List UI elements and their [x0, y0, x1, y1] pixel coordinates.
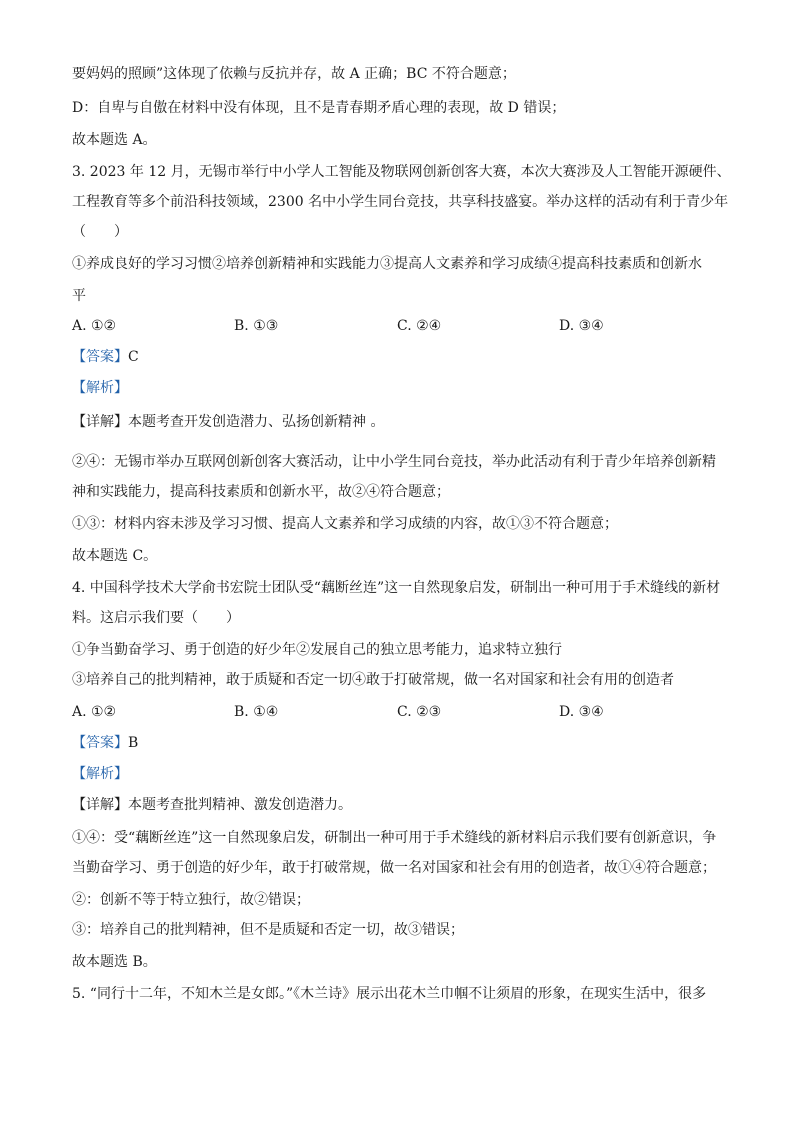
- answer-value: B: [128, 735, 139, 751]
- explanation-line: ①③：材料内容未涉及学习习惯、提高人文素养和学习成绩的内容，故①③不符合题意；: [72, 516, 618, 532]
- question-4-options: [72, 702, 732, 722]
- detail-text: 本题考查批判精神、激发创造潜力。: [128, 797, 352, 813]
- question-4-items: ③培养自己的批判精神，敢于质疑和否定一切④敢于打破常规，做一名对国家和社会有用的创造者: [72, 672, 674, 688]
- question-3-items: ①养成良好的学习习惯②培养创新精神和实践能力③提高人文素养和学习成绩④提高科技素质和创新水: [72, 256, 702, 272]
- conclusion-line: 故本题选 C。: [72, 548, 158, 564]
- answer-value: C: [128, 349, 139, 365]
- answer-line: [72, 733, 732, 753]
- text-line: D：自卑与自傲在材料中没有体现，且不是青春期矛盾心理的表现，故 D 错误；: [72, 100, 566, 116]
- question-4-items: ①争当勤奋学习、勇于创造的好少年②发展自己的独立思考能力，追求特立独行: [72, 642, 562, 658]
- option-b: B. ①④: [234, 704, 279, 720]
- option-c: C. ②④: [397, 318, 442, 334]
- detail-line: [72, 412, 732, 432]
- explanation-line: ②④：无锡市举办互联网创新创客大赛活动，让中小学生同台竞技，举办此活动有利于青少年培养创新精: [72, 454, 716, 470]
- question-3-options: [72, 316, 732, 336]
- analysis-line: [72, 378, 732, 398]
- question-3-stem: 3. 2023 年 12 月，无锡市举行中小学人工智能及物联网创新创客大赛，本次大赛涉及人工智能开源硬件、: [72, 164, 731, 180]
- question-3-stem: 工程教育等多个前沿科技领域，2300 名中小学生同台竞技，共享科技盛宴。举办这样的活动有利于青少年: [72, 194, 729, 210]
- question-4-stem: 料。这启示我们要（ ）: [72, 610, 240, 626]
- answer-blank: （ ）: [72, 224, 128, 240]
- detail-tag: 【详解】: [72, 414, 128, 430]
- option-d: D. ③④: [559, 318, 604, 334]
- answer-line: [72, 347, 732, 367]
- analysis-tag: 【解析】: [72, 766, 128, 782]
- option-a: A. ①②: [72, 704, 117, 720]
- option-b: B. ①③: [234, 318, 279, 334]
- question-5-stem: 5. “同行十二年，不知木兰是女郎。”《木兰诗》展示出花木兰巾帼不让须眉的形象，在现实生活中，很多: [72, 986, 707, 1002]
- explanation-line: 神和实践能力，提高科技素质和创新水平，故②④符合题意；: [72, 484, 450, 500]
- option-c: C. ②③: [397, 704, 442, 720]
- explanation-line: ②：创新不等于特立独行，故②错误；: [72, 892, 310, 908]
- detail-line: [72, 795, 732, 815]
- analysis-tag: 【解析】: [72, 380, 128, 396]
- option-a: A. ①②: [72, 318, 117, 334]
- question-3-items: 平: [72, 288, 86, 304]
- option-d: D. ③④: [559, 704, 604, 720]
- answer-tag: 【答案】: [72, 349, 128, 365]
- explanation-line: ①④：受“藕断丝连”这一自然现象启发，研制出一种可用于手术缝线的新材料启示我们要有创新意识，争: [72, 830, 717, 846]
- analysis-line: [72, 764, 732, 784]
- text-line: 故本题选 A。: [72, 132, 157, 148]
- conclusion-line: 故本题选 B。: [72, 954, 157, 970]
- detail-tag: 【详解】: [72, 797, 128, 813]
- explanation-line: 当勤奋学习、勇于创造的好少年，敢于打破常规，做一名对国家和社会有用的创造者，故①④符合题意；: [72, 860, 716, 876]
- answer-tag: 【答案】: [72, 735, 128, 751]
- explanation-line: ③：培养自己的批判精神，但不是质疑和否定一切，故③错误；: [72, 922, 464, 938]
- text-line: 要妈妈的照顾”这体现了依赖与反抗并存，故 A 正确；BC 不符合题意；: [72, 66, 516, 82]
- question-4-stem: 4. 中国科学技术大学俞书宏院士团队受“藕断丝连”这一自然现象启发，研制出一种可用于手术缝线的新材: [72, 580, 721, 596]
- detail-text: 本题考查开发创造潜力、弘扬创新精神 。: [128, 414, 385, 430]
